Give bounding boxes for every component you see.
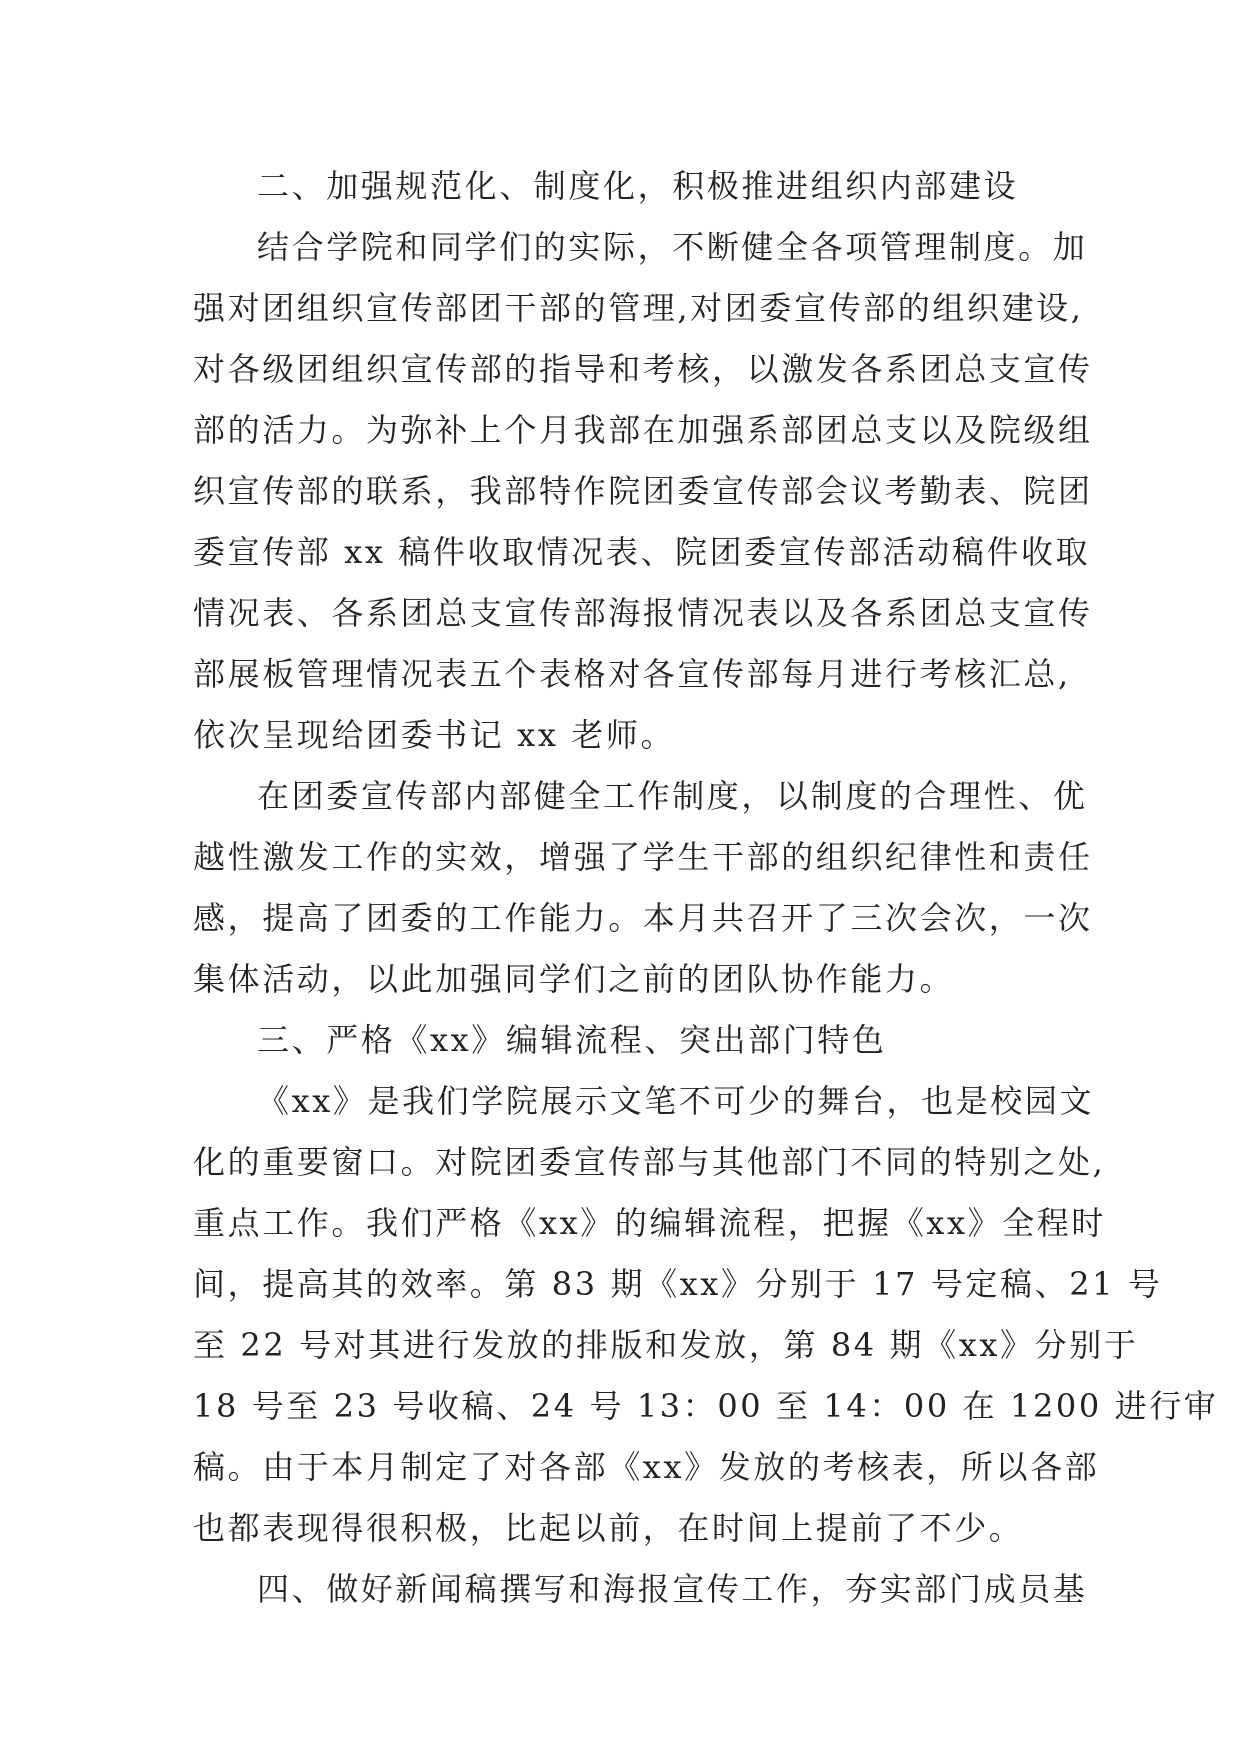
paragraph-line: 《xx》是我们学院展示文笔不可少的舞台，也是校园文 — [257, 1082, 1095, 1120]
paragraph-line: 在团委宣传部内部健全工作制度，以制度的合理性、优 — [257, 777, 1088, 815]
paragraph-line: 依次呈现给团委书记 xx 老师。 — [193, 716, 676, 754]
paragraph-line: 强对团组织宣传部团干部的管理,对团委宣传部的组织建设, — [193, 289, 1084, 327]
paragraph-line: 18 号至 23 号收稿、24 号 13：00 至 14：00 在 1200 进行审 — [193, 1387, 1219, 1425]
paragraph-line: 委宣传部 xx 稿件收取情况表、院团委宣传部活动稿件收取 — [193, 533, 1091, 571]
paragraph-line: 部的活力。为弥补上个月我部在加强系部团总支以及院级组 — [193, 411, 1093, 449]
paragraph-line: 稿。由于本月制定了对各部《xx》发放的考核表，所以各部 — [193, 1448, 1100, 1486]
paragraph-line: 结合学院和同学们的实际，不断健全各项管理制度。加 — [257, 228, 1088, 266]
paragraph-line: 集体活动，以此加强同学们之前的团队协作能力。 — [193, 960, 955, 998]
paragraph-line: 织宣传部的联系，我部特作院团委宣传部会议考勤表、院团 — [193, 472, 1093, 510]
paragraph-line: 越性激发工作的实效，增强了学生干部的组织纪律性和责任 — [193, 838, 1093, 876]
paragraph-line: 对各级团组织宣传部的指导和考核，以激发各系团总支宣传 — [193, 350, 1093, 388]
section-heading-3: 三、严格《xx》编辑流程、突出部门特色 — [257, 1021, 887, 1059]
paragraph-line: 部展板管理情况表五个表格对各宣传部每月进行考核汇总, — [193, 655, 1071, 693]
paragraph-line: 化的重要窗口。对院团委宣传部与其他部门不同的特别之处, — [193, 1143, 1106, 1181]
paragraph-line: 重点工作。我们严格《xx》的编辑流程，把握《xx》全程时 — [193, 1204, 1106, 1242]
paragraph-line: 至 22 号对其进行发放的排版和发放，第 84 期《xx》分别于 — [193, 1326, 1139, 1364]
paragraph-line: 也都表现得很积极，比起以前，在时间上提前了不少。 — [193, 1509, 1024, 1547]
paragraph-line: 情况表、各系团总支宣传部海报情况表以及各系团总支宣传 — [193, 594, 1093, 632]
paragraph-line: 间，提高其的效率。第 83 期《xx》分别于 17 号定稿、21 号 — [193, 1265, 1163, 1303]
paragraph-line: 感，提高了团委的工作能力。本月共召开了三次会次，一次 — [193, 899, 1093, 937]
section-heading-4: 四、做好新闻稿撰写和海报宣传工作，夯实部门成员基 — [257, 1570, 1088, 1608]
section-heading-2: 二、加强规范化、制度化，积极推进组织内部建设 — [257, 167, 1019, 205]
document-body — [193, 156, 1219, 1620]
